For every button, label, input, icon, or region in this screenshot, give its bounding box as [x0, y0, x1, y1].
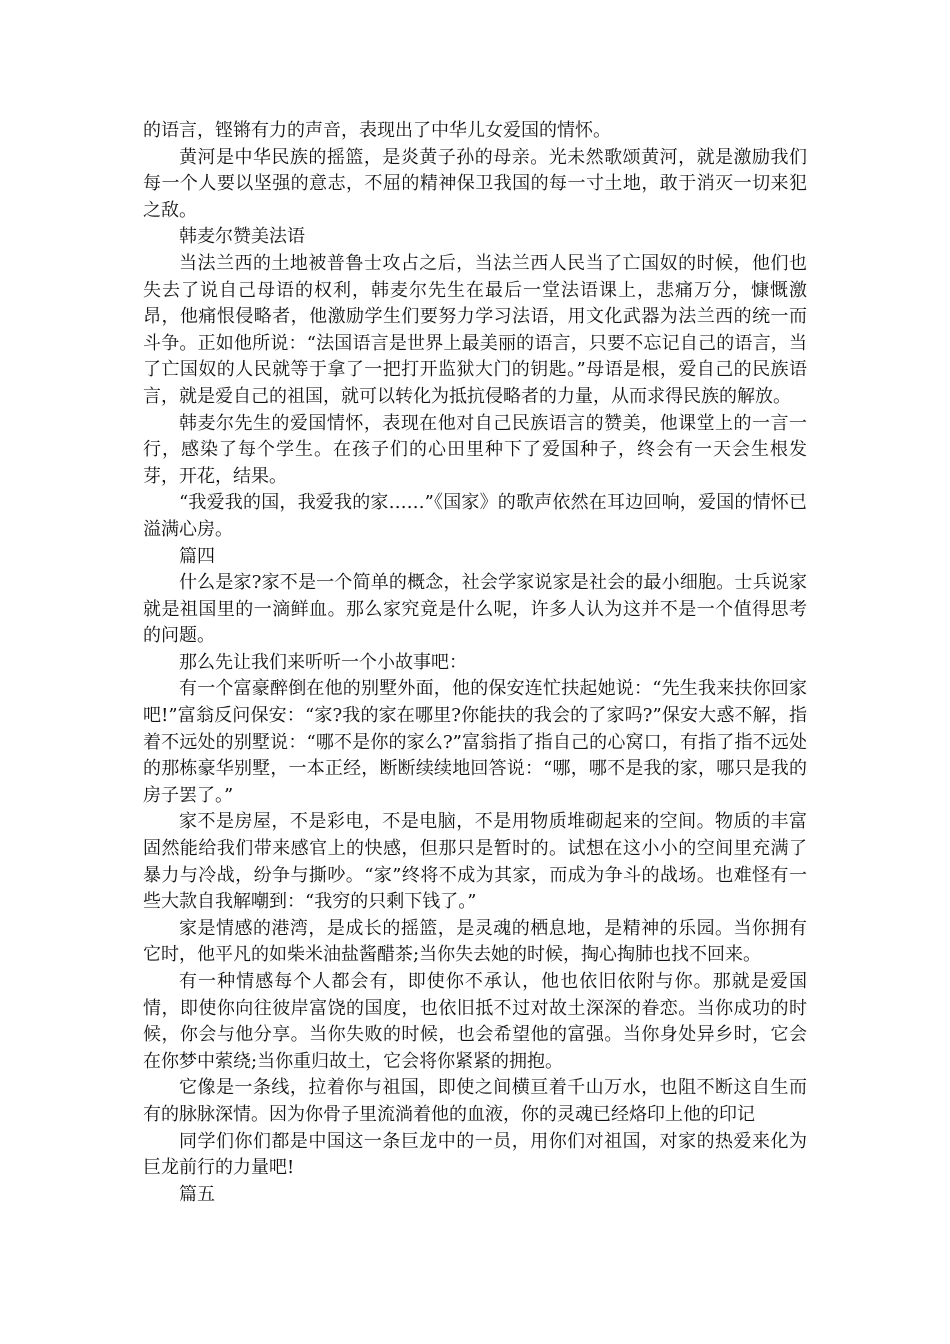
paragraph: 当法兰西的土地被普鲁士攻占之后，当法兰西人民当了亡国奴的时候，他们也失去了说自己母语的权利，韩麦尔先生在最后一堂法语课上，悲痛万分，慷慨激昂，他痛恨侵略者，他激励学生们要努力学习法语，用文化武器为法兰西的统一而斗争。正如他所说：“法国语言是世界上最美丽的语言，只要不忘记自己的语言，当了亡国奴的人民就等于拿了一把打开监狱大门的钥匙。”母语是根，爱自己的民族语言，就是爱自己的祖国，就可以转化为抵抗侵略者的力量，从而求得民族的解放。: [143, 252, 807, 407]
paragraph: 那么先让我们来听听一个小故事吧：: [179, 651, 467, 673]
paragraph: “我爱我的国，我爱我的家……”《国家》的歌声依然在耳边回响，爱国的情怀已溢满心房。: [143, 492, 807, 540]
section-heading: 韩麦尔赞美法语: [179, 226, 305, 248]
section-heading: 篇五: [179, 1183, 215, 1205]
section-heading: 篇四: [179, 545, 215, 567]
paragraph: 什么是家?家不是一个简单的概念，社会学家说家是社会的最小细胞。士兵说家就是祖国里的一滴鲜血。那么家究竟是什么呢，许多人认为这并不是一个值得思考的问题。: [143, 572, 807, 647]
document-body: [143, 118, 807, 1208]
paragraph: 的语言，铿锵有力的声音，表现出了中华儿女爱国的情怀。: [143, 120, 611, 141]
paragraph: 有一个富豪醉倒在他的别墅外面，他的保安连忙扶起她说：“先生我来扶你回家吧!”富翁反问保安：“家?我的家在哪里?你能扶的我会的了家吗?”保安大惑不解，指着不远处的别墅说：“哪不是你的家么?”富翁指了指自己的心窝口，有指了指不远处的那栋豪华别墅，一本正经，断断续续地回答说：“哪，哪不是我的家，哪只是我的房子罢了。”: [143, 678, 807, 806]
paragraph: 韩麦尔先生的爱国情怀，表现在他对自己民族语言的赞美，他课堂上的一言一行，感染了每个学生。在孩子们的心田里种下了爱国种子，终会有一天会生根发芽，开花，结果。: [143, 412, 807, 487]
paragraph: 家是情感的港湾，是成长的摇篮，是灵魂的栖息地，是精神的乐园。当你拥有它时，他平凡的如柴米油盐酱醋茶;当你失去她的时候，掏心掏肺也找不回来。: [143, 917, 807, 966]
paragraph: 有一种情感每个人都会有，即使你不承认，他也依旧依附与你。那就是爱国情，即使你向往彼岸富饶的国度，也依旧抵不过对故土深深的眷恋。当你成功的时候，你会与他分享。当你失败的时候，也会希望他的富强。当你身处异乡时，它会在你梦中萦绕;当你重归故土，它会将你紧紧的拥抱。: [143, 971, 807, 1072]
paragraph: 同学们你们都是中国这一条巨龙中的一员，用你们对祖国，对家的热爱来化为巨龙前行的力量吧!: [143, 1130, 807, 1179]
paragraph: 它像是一条线，拉着你与祖国，即使之间横亘着千山万水，也阻不断这自生而有的脉脉深情。因为你骨子里流淌着他的血液，你的灵魂已经烙印上他的印记: [143, 1077, 807, 1125]
paragraph: 黄河是中华民族的摇篮，是炎黄子孙的母亲。光未然歌颂黄河，就是激励我们每一个人要以坚强的意志，不屈的精神保卫我国的每一寸土地，敢于消灭一切来犯之敌。: [143, 146, 807, 221]
paragraph: 家不是房屋，不是彩电，不是电脑，不是用物质堆砌起来的空间。物质的丰富固然能给我们带来感官上的快感，但那只是暂时的。试想在这小小的空间里充满了暴力与冷战，纷争与撕吵。“家”终将不成为其家，而成为争斗的战场。也难怪有一些大款自我解嘲到：“我穷的只剩下钱了。”: [143, 811, 807, 913]
